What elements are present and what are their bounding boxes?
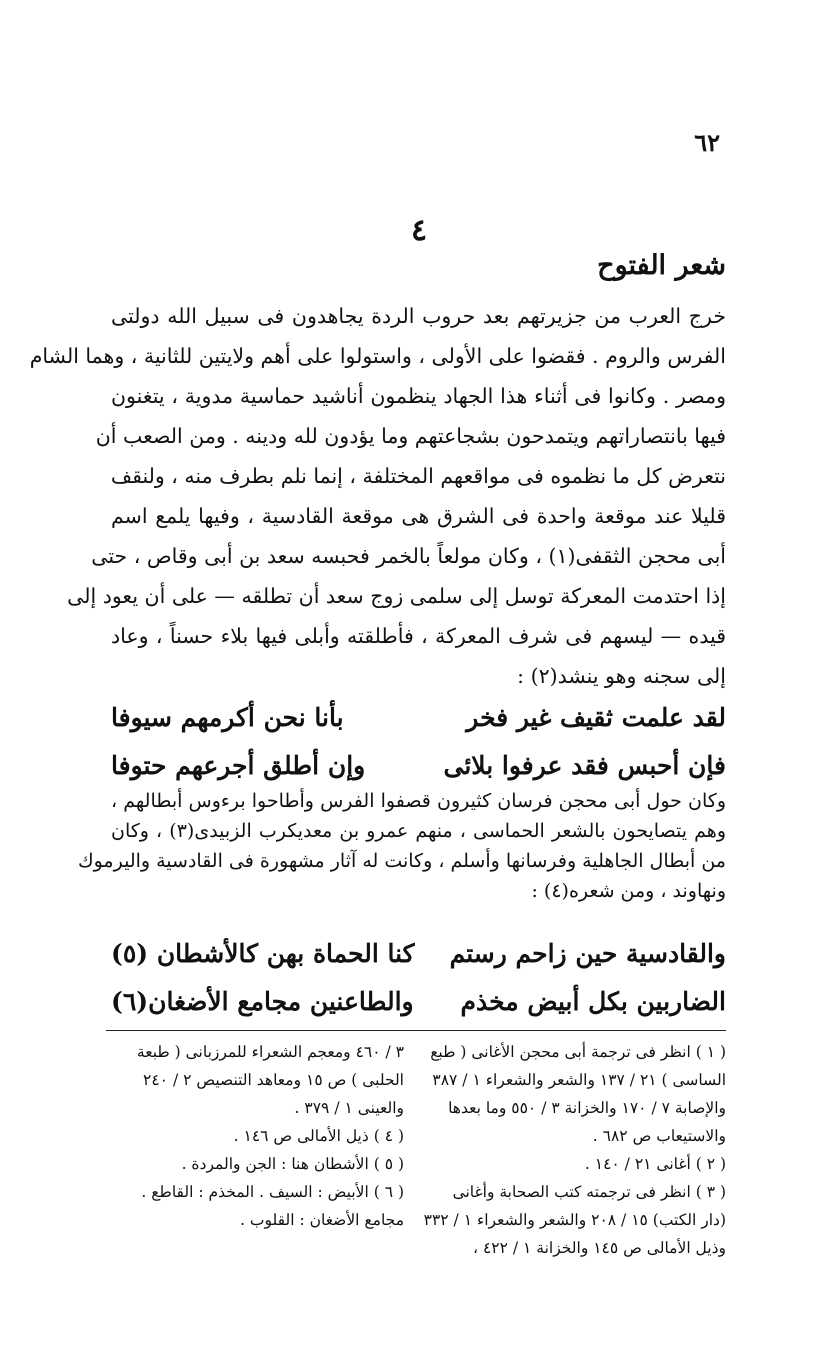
footnote-line: الحلبى ) ص ١٥ ومعاهد التنصيص ٢ / ٢٤٠ [143,1071,404,1089]
verse-second-hemistich: كنا الحماة بهن كالأشطان (٥) [111,939,415,968]
verse-first-hemistich: الضاربين بكل أبيض مخذم [460,987,726,1016]
footnote-line: ( ٣ ) انظر فى ترجمته كتب الصحابة وأغانى [452,1183,726,1201]
text-line: قيده — ليسهم فى شرف المعركة ، فأطلقته وأبلى فيها بلاء حسناً ، وعاد [111,624,726,648]
verse-second-hemistich: بأنا نحن أكرمهم سيوفا [111,703,344,732]
footnote-line: والإصابة ٧ / ١٧٠ والخزانة ٣ / ٥٥٠ وما بعدها [448,1099,726,1117]
footnote-line: الساسى ) ٢١ / ١٣٧ والشعر والشعراء ١ / ٣٨٧ [432,1071,726,1089]
footnote-line: ( ١ ) انظر فى ترجمة أبى محجن الأغانى ( طبع [430,1043,726,1061]
footnote-line: ( ٦ ) الأبيض : السيف . المخذم : القاطع . [141,1183,404,1201]
footnote-line: (دار الكتب) ١٥ / ٢٠٨ والشعر والشعراء ١ / ٣٣٢ [423,1211,726,1229]
section-title: شعر الفتوح [597,250,726,281]
text-line: فيها بانتصاراتهم ويتمدحون بشجاعتهم وما يؤدون لله ودينه . ومن الصعب أن [95,424,726,448]
verse-first-hemistich: فإن أحبس فقد عرفوا بلائى [443,751,726,780]
text-line: نتعرض كل ما نظموه فى مواقعهم المختلفة ، إنما نلم بطرف منه ، ولنقف [110,464,726,488]
footnote-line: ٣ / ٤٦٠ ومعجم الشعراء للمرزبانى ( طبعة [136,1043,404,1061]
footnote-divider [106,1030,726,1031]
verse-line [111,742,726,790]
text-line: خرج العرب من جزيرتهم بعد حروب الردة يجاهدون فى سبيل الله دولتى [111,304,726,328]
footnote-line: والاستيعاب ص ٦٨٢ . [592,1127,726,1145]
footnote-line: ( ٥ ) الأشطان هنا : الجن والمردة . [181,1155,404,1173]
footnote-line: ( ٤ ) ذيل الأمالى ص ١٤٦ . [233,1127,404,1145]
middle-paragraph [77,786,727,906]
text-line: وهم يتصايحون بالشعر الحماسى ، منهم عمرو بن معديكرب الزبيدى(٣) ، وكان [111,820,727,842]
text-line: الفرس والروم . فقضوا على الأولى ، واستولوا على أهم ولايتين للثانية ، وهما الشام [29,344,726,368]
text-line: ومصر . وكانوا فى أثناء هذا الجهاد ينظمون أناشيد حماسية مدوية ، يتغنون [111,384,726,408]
verse-line [111,930,726,978]
footnote-line: ( ٢ ) أغانى ٢١ / ١٤٠ . [584,1155,726,1173]
text-line: قليلا عند موقعة واحدة فى الشرق هى موقعة القادسية ، وفيها يلمع اسم [111,504,726,528]
text-line: وكان حول أبى محجن فرسان كثيرون قصفوا الفرس وأطاحوا برءوس أبطالهم ، [111,790,726,812]
footnotes [106,1038,726,1262]
text-line: ونهاوند ، ومن شعره(٤) : [531,880,726,902]
verse-first-hemistich: والقادسية حين زاحم رستم [449,939,726,968]
verse-line [111,978,726,1026]
footnote-line: وذيل الأمالى ص ١٤٥ والخزانة ١ / ٤٢٢ ، [473,1239,726,1257]
footnote-line: والعينى ١ / ٣٧٩ . [294,1099,404,1117]
text-line: إلى سجنه وهو ينشد(٢) : [517,664,726,688]
section-number: ٤ [410,213,428,248]
page-number: ٦٢ [694,128,720,157]
verse-second-hemistich: والطاعنين مجامع الأضغان(٦) [111,987,414,1016]
text-line: من أبطال الجاهلية وفرسانها وأسلم ، وكانت له آثار مشهورة فى القادسية واليرموك [77,850,726,872]
verse-line [111,694,726,742]
text-line: أبى محجن الثقفى(١) ، وكان مولعاً بالخمر فحبسه سعد بن أبى وقاص ، حتى [91,544,726,568]
intro-paragraph [29,296,726,696]
footnotes-left-column [106,1038,404,1262]
verse-second-hemistich: وإن أطلق أجرعهم حتوفا [111,751,366,780]
footnote-line: مجامع الأضغان : القلوب . [240,1211,404,1229]
footnotes-right-column [423,1038,726,1262]
text-line: إذا احتدمت المعركة توسل إلى سلمى زوج سعد أن تطلقه — على أن يعود إلى [67,584,726,608]
verse-first-hemistich: لقد علمت ثقيف غير فخر [466,703,726,732]
